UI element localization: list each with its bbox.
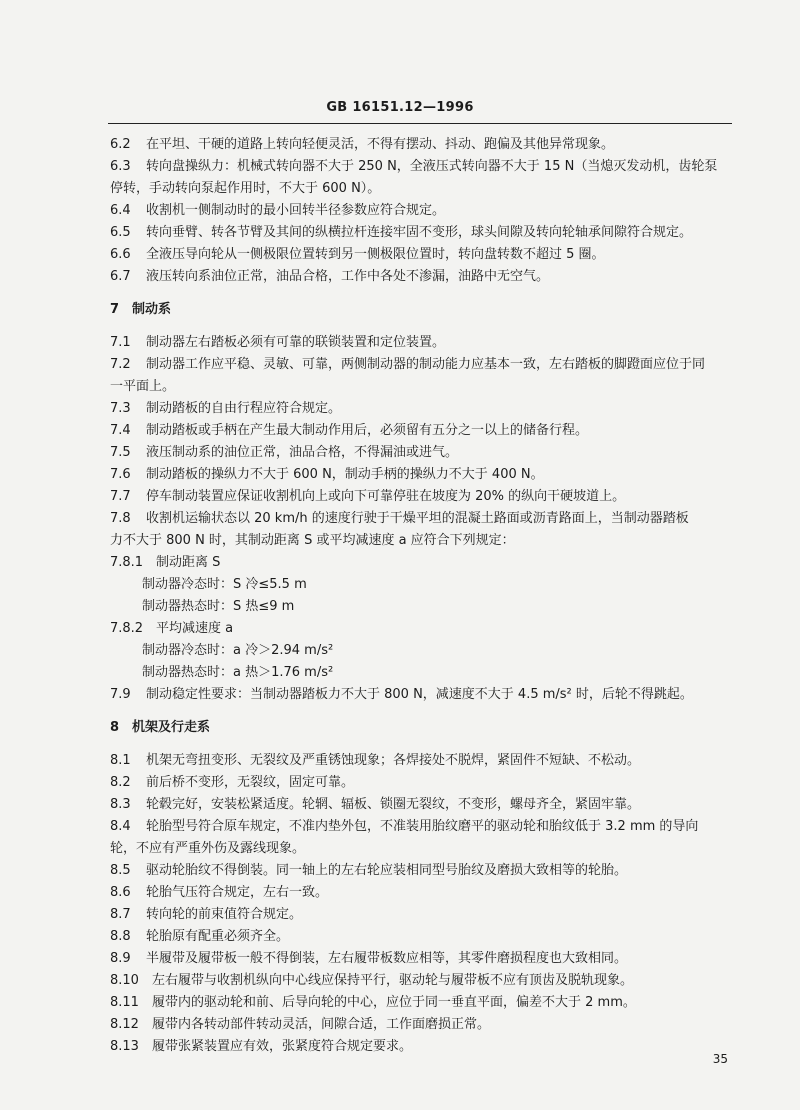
condition-text: 制动器冷态时：a 冷＞2.94 m/s² <box>142 643 334 658</box>
clause-text: 液压制动系的油位正常，油品合格，不得漏油或进气。 <box>146 445 459 460</box>
clause-7-8-1 <box>110 555 730 571</box>
clause-6-5 <box>110 225 730 241</box>
clause-text: 前后桥不变形，无裂纹，固定可靠。 <box>146 775 355 790</box>
section-title: 机架及行走系 <box>132 720 211 735</box>
clause-number: 8.11 <box>110 995 139 1010</box>
clause-number: 8.5 <box>110 863 131 878</box>
section-number: 7 <box>110 302 120 317</box>
clause-7-8-2 <box>110 621 730 637</box>
clause-number: 8.3 <box>110 797 131 812</box>
clause-8-11 <box>110 995 730 1011</box>
condition-line <box>110 643 762 659</box>
clause-8-7 <box>110 907 730 923</box>
clause-8-1 <box>110 753 730 769</box>
clause-text: 轮，不应有严重外伤及露线现象。 <box>110 841 306 856</box>
clause-number: 7.3 <box>110 401 131 416</box>
clause-text: 轮胎型号符合原车规定，不准内垫外包，不准装用胎纹磨平的驱动轮和胎纹低于 3.2 mm 的导向 <box>146 819 699 834</box>
condition-line <box>110 577 762 593</box>
clause-8-2 <box>110 775 730 791</box>
clause-text: 轮毂完好，安装松紧适度。轮辋、辐板、锁圈无裂纹，不变形，螺母齐全，紧固牢靠。 <box>146 797 641 812</box>
clause-6-7 <box>110 269 730 285</box>
condition-line <box>110 599 762 615</box>
clause-text: 制动踏板或手柄在产生最大制动作用后，必须留有五分之一以上的储备行程。 <box>146 423 589 438</box>
clause-text: 履带张紧装置应有效，张紧度符合规定要求。 <box>152 1039 413 1054</box>
clause-text: 左右履带与收割机纵向中心线应保持平行，驱动轮与履带板不应有顶齿及脱轨现象。 <box>152 973 634 988</box>
clause-number: 7.1 <box>110 335 131 350</box>
clause-number: 7.9 <box>110 687 131 702</box>
section-8-heading <box>110 720 730 736</box>
clause-7-2 <box>110 357 730 373</box>
clause-8-4-cont <box>110 841 730 857</box>
clause-text: 制动稳定性要求：当制动器踏板力不大于 800 N，减速度不大于 4.5 m/s² 时，后轮不得跳起。 <box>146 687 693 702</box>
section-number: 8 <box>110 720 120 735</box>
clause-text: 履带内的驱动轮和前、后导向轮的中心，应位于同一垂直平面，偏差不大于 2 mm。 <box>152 995 636 1010</box>
clause-7-7 <box>110 489 730 505</box>
clause-number: 7.8 <box>110 511 131 526</box>
clause-8-5 <box>110 863 730 879</box>
clause-8-13 <box>110 1039 730 1055</box>
clause-text: 制动器工作应平稳、灵敏、可靠，两侧制动器的制动能力应基本一致，左右踏板的脚蹬面应位于同 <box>146 357 706 372</box>
clause-number: 6.3 <box>110 159 131 174</box>
condition-text: 制动器冷态时：S 冷≤5.5 m <box>142 577 307 592</box>
clause-7-2-cont <box>110 379 730 395</box>
clause-number: 6.7 <box>110 269 131 284</box>
clause-6-3-cont <box>110 181 730 197</box>
clause-number: 7.2 <box>110 357 131 372</box>
clause-number: 8.4 <box>110 819 131 834</box>
clause-text: 全液压导向轮从一侧极限位置转到另一侧极限位置时，转向盘转数不超过 5 圈。 <box>146 247 605 262</box>
clause-number: 8.1 <box>110 753 131 768</box>
clause-7-9 <box>110 687 730 703</box>
clause-8-4 <box>110 819 730 835</box>
clause-number: 8.10 <box>110 973 139 988</box>
clause-number: 7.5 <box>110 445 131 460</box>
clause-text: 轮胎原有配重必须齐全。 <box>146 929 290 944</box>
clause-number: 7.4 <box>110 423 131 438</box>
clause-text: 转向盘操纵力：机械式转向器不大于 250 N，全液压式转向器不大于 15 N（当熄灭发动机，齿轮泵 <box>146 159 718 174</box>
clause-text: 停车制动装置应保证收割机向上或向下可靠停驻在坡度为 20% 的纵向干硬坡道上。 <box>146 489 626 504</box>
clause-8-10 <box>110 973 730 989</box>
clause-text: 力不大于 800 N 时，其制动距离 S 或平均减速度 a 应符合下列规定： <box>110 533 515 548</box>
clause-8-6 <box>110 885 730 901</box>
clause-8-9 <box>110 951 730 967</box>
clause-text: 半履带及履带板一般不得倒装，左右履带板数应相等，其零件磨损程度也大致相同。 <box>146 951 628 966</box>
clause-text: 转向垂臂、转各节臂及其间的纵横拉杆连接牢固不变形，球头间隙及转向轮轴承间隙符合规定。 <box>146 225 693 240</box>
clause-7-4 <box>110 423 730 439</box>
clause-8-3 <box>110 797 730 813</box>
clause-number: 8.7 <box>110 907 131 922</box>
clause-text: 在平坦、干硬的道路上转向轻便灵活，不得有摆动、抖动、跑偏及其他异常现象。 <box>146 137 615 152</box>
clause-number: 8.9 <box>110 951 131 966</box>
clause-number: 8.6 <box>110 885 131 900</box>
clause-text: 机架无弯扭变形、无裂纹及严重锈蚀现象；各焊接处不脱焊，紧固件不短缺、不松动。 <box>146 753 641 768</box>
standard-header: GB 16151.12—1996 <box>326 100 474 115</box>
clause-number: 7.8.2 <box>110 621 144 636</box>
clause-number: 8.12 <box>110 1017 139 1032</box>
clause-7-5 <box>110 445 730 461</box>
clause-6-2 <box>110 137 730 153</box>
clause-7-6 <box>110 467 730 483</box>
clause-text: 制动踏板的操纵力不大于 600 N，制动手柄的操纵力不大于 400 N。 <box>146 467 544 482</box>
clause-number: 8.2 <box>110 775 131 790</box>
clause-7-1 <box>110 335 730 351</box>
clause-6-4 <box>110 203 730 219</box>
clause-text: 液压转向系油位正常，油品合格，工作中各处不渗漏，油路中无空气。 <box>146 269 550 284</box>
clause-number: 6.5 <box>110 225 131 240</box>
clause-number: 7.6 <box>110 467 131 482</box>
clause-text: 履带内各转动部件转动灵活，间隙合适，工作面磨损正常。 <box>152 1017 491 1032</box>
header-rule <box>108 123 732 124</box>
clause-number: 7.7 <box>110 489 131 504</box>
clause-number: 6.2 <box>110 137 131 152</box>
section-title: 制动系 <box>132 302 172 317</box>
clause-7-8-cont <box>110 533 730 549</box>
clause-text: 停转，手动转向泵起作用时，不大于 600 N）。 <box>110 181 381 196</box>
clause-text: 转向轮的前束值符合规定。 <box>146 907 303 922</box>
page-number: 35 <box>712 1052 728 1066</box>
condition-text: 制动器热态时：S 热≤9 m <box>142 599 295 614</box>
clause-6-3 <box>110 159 730 175</box>
clause-number: 8.8 <box>110 929 131 944</box>
clause-number: 6.6 <box>110 247 131 262</box>
clause-text: 驱动轮胎纹不得倒装。同一轴上的左右轮应装相同型号胎纹及磨损大致相等的轮胎。 <box>146 863 628 878</box>
condition-text: 制动器热态时：a 热＞1.76 m/s² <box>142 665 334 680</box>
clause-number: 7.8.1 <box>110 555 144 570</box>
clause-text: 收割机运输状态以 20 km/h 的速度行驶于干燥平坦的混凝土路面或沥青路面上，当制动器踏板 <box>146 511 689 526</box>
clause-8-8 <box>110 929 730 945</box>
clause-number: 8.13 <box>110 1039 139 1054</box>
condition-line <box>110 665 762 681</box>
clause-text: 制动器左右踏板必须有可靠的联锁装置和定位装置。 <box>146 335 446 350</box>
clause-text: 平均减速度 a <box>156 621 234 636</box>
section-7-heading <box>110 302 730 318</box>
clause-7-3 <box>110 401 730 417</box>
clause-6-6 <box>110 247 730 263</box>
clause-number: 6.4 <box>110 203 131 218</box>
clause-text: 制动距离 S <box>156 555 221 570</box>
clause-8-12 <box>110 1017 730 1033</box>
clause-text: 收割机一侧制动时的最小回转半径参数应符合规定。 <box>146 203 446 218</box>
clause-text: 轮胎气压符合规定，左右一致。 <box>146 885 329 900</box>
clause-text: 一平面上。 <box>110 379 176 394</box>
clause-7-8 <box>110 511 730 527</box>
clause-text: 制动踏板的自由行程应符合规定。 <box>146 401 342 416</box>
